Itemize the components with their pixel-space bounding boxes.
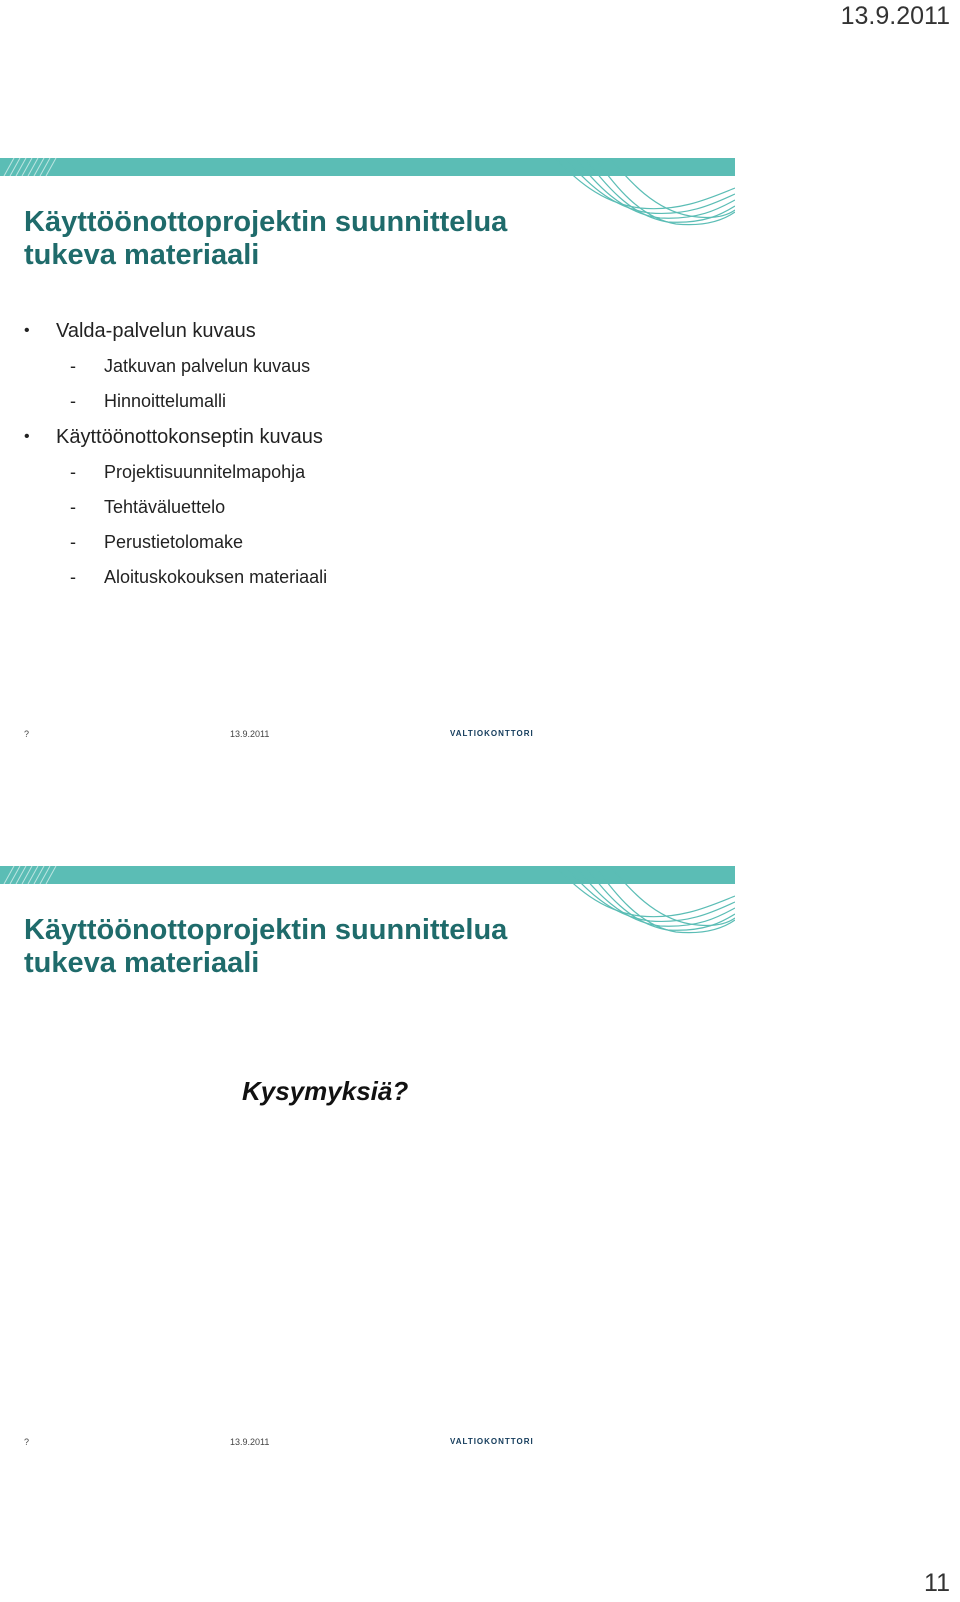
valtiokonttori-logo: VALTIOKONTTORI [450,1437,534,1446]
footer-date: 13.9.2011 [230,729,270,739]
sub-bullet-item [0,460,700,495]
dash-marker: - [70,567,76,587]
dash-marker: - [70,532,76,552]
sub-bullet-item [0,565,700,600]
title-line-2: tukeva materiaali [24,947,260,979]
valtiokonttori-logo: VALTIOKONTTORI [450,729,534,738]
slide-title [24,206,507,272]
title-line-1: Käyttöönottoprojektin suunnittelua [24,914,508,946]
bullet-text: Projektisuunnitelmapohja [104,462,306,482]
bullet-list [0,318,700,600]
sub-bullet-item [0,389,700,424]
bullet-marker: • [24,322,30,339]
sub-bullet-item [0,530,700,565]
title-line-2: tukeva materiaali [24,239,260,271]
footer-page-number: ? [24,729,30,739]
question-text: Kysymyksiä? [242,1076,409,1106]
bullet-text: Tehtäväluettelo [104,497,226,517]
bullet-marker: • [24,428,30,445]
bullet-text: Valda-palvelun kuvaus [56,320,256,342]
bullet-text: Jatkuvan palvelun kuvaus [104,356,311,376]
sub-bullet-item [0,354,700,389]
dash-marker: - [70,391,76,411]
slide-1 [0,158,735,758]
bullet-item [0,318,700,354]
dash-marker: - [70,356,76,376]
bullet-text: Käyttöönottokonseptin kuvaus [56,426,323,448]
dash-marker: - [70,462,76,482]
slide-title [24,914,507,980]
bullet-text: Perustietolomake [104,532,244,552]
sub-bullet-item [0,495,700,530]
footer-page-number: ? [24,1437,30,1447]
title-line-1: Käyttöönottoprojektin suunnittelua [24,206,508,238]
bullet-text: Hinnoittelumalli [104,391,227,411]
bullet-text: Aloituskokouksen materiaali [104,567,328,587]
slide-footer [0,1437,735,1453]
dash-marker: - [70,497,76,517]
footer-date: 13.9.2011 [230,1437,270,1447]
bullet-item [0,424,700,460]
slide-2 [0,866,735,1466]
slide-footer [0,729,735,745]
page-date: 13.9.2011 [840,2,950,30]
page-number: 11 [924,1569,950,1597]
